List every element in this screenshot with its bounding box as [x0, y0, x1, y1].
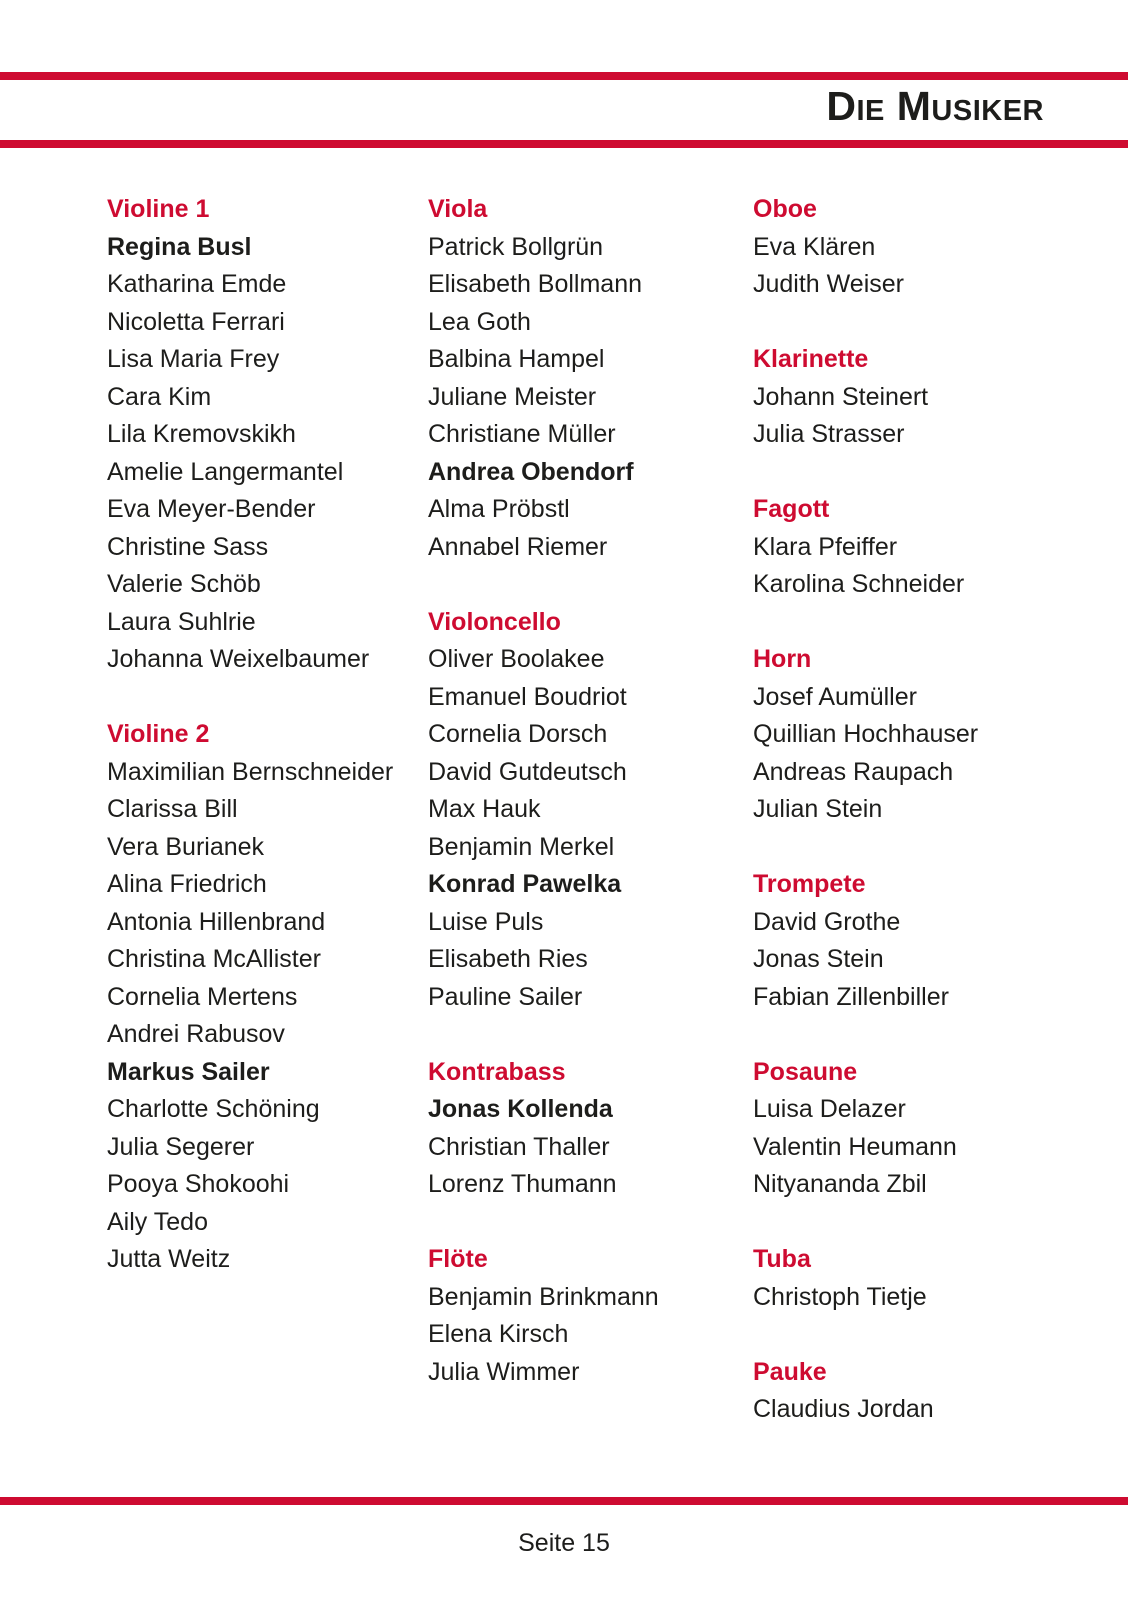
section-title-fagott: Fagott — [753, 495, 830, 523]
musician-name: Jonas Stein — [753, 945, 884, 973]
musician-name: Juliane Meister — [428, 382, 597, 411]
musician-name: Emanuel Boudriot — [428, 682, 627, 711]
musician-name: Maximilian Bernschneider — [107, 757, 394, 786]
musician-name: Luise Puls — [428, 907, 544, 936]
section-violine-2 — [107, 716, 428, 1279]
musician-name: Johanna Weixelbaumer — [107, 645, 370, 673]
musician-name: Christiane Müller — [428, 420, 616, 448]
musician-name: Pooya Shokoohi — [107, 1170, 290, 1198]
musician-name: Julia Wimmer — [428, 1357, 580, 1386]
musician-name: Valentin Heumann — [753, 1132, 957, 1161]
musician-name: Christine Sass — [107, 532, 269, 561]
musician-name: Elisabeth Ries — [428, 945, 588, 973]
musician-name: Elisabeth Bollmann — [428, 270, 643, 298]
musician-name: Jonas Kollenda — [428, 1095, 613, 1123]
musician-name: Markus Sailer — [107, 1057, 270, 1086]
musician-name: Julian Stein — [753, 795, 883, 823]
footer-rule — [0, 1497, 1128, 1505]
musician-name: Aily Tedo — [107, 1207, 208, 1236]
musician-name: Katharina Emde — [107, 270, 287, 298]
section-title-violine-2: Violine 2 — [107, 720, 210, 748]
musician-name: Pauline Sailer — [428, 982, 583, 1011]
musician-name: Amelie Langermantel — [107, 457, 344, 486]
header-rule-bottom — [0, 140, 1128, 148]
page-number: Seite 15 — [518, 1529, 610, 1557]
section-title-klarinette: Klarinette — [753, 345, 869, 373]
section-tuba — [753, 1241, 1053, 1316]
musician-name: Nicoletta Ferrari — [107, 307, 285, 336]
musician-name: Quillian Hochhauser — [753, 720, 979, 748]
musician-name: Antonia Hillenbrand — [107, 907, 326, 936]
musician-name: Benjamin Brinkmann — [428, 1282, 659, 1311]
musician-name: Karolina Schneider — [753, 570, 965, 598]
musician-name: Lea Goth — [428, 307, 531, 336]
section-title-kontrabass: Kontrabass — [428, 1057, 566, 1086]
musician-name: Judith Weiser — [753, 270, 904, 298]
musician-name: Fabian Zillenbiller — [753, 982, 949, 1011]
section-flöte — [428, 1241, 753, 1391]
musician-name: Andreas Raupach — [753, 757, 954, 786]
section-horn — [753, 641, 1053, 829]
section-title-violoncello: Violoncello — [428, 607, 561, 636]
section-title-horn: Horn — [753, 645, 812, 673]
musician-name: Jutta Weitz — [107, 1245, 231, 1273]
musician-name: Annabel Riemer — [428, 532, 608, 561]
musician-name: Regina Busl — [107, 232, 252, 261]
section-pauke — [753, 1354, 1053, 1429]
musician-name: Andrea Obendorf — [428, 457, 634, 486]
column-2 — [428, 191, 753, 1466]
section-title-viola: Viola — [428, 195, 488, 223]
musician-name: Oliver Boolakee — [428, 645, 605, 673]
musician-name: Cornelia Dorsch — [428, 720, 608, 748]
section-klarinette — [753, 341, 1053, 454]
musician-name: Eva Meyer-Bender — [107, 495, 316, 523]
section-posaune — [753, 1054, 1053, 1204]
musician-name: Benjamin Merkel — [428, 832, 615, 861]
musician-name: Klara Pfeiffer — [753, 532, 898, 561]
section-title-flöte: Flöte — [428, 1245, 488, 1273]
musician-name: Luisa Delazer — [753, 1095, 906, 1123]
section-kontrabass — [428, 1054, 753, 1204]
musician-name: Christian Thaller — [428, 1132, 610, 1161]
section-viola — [428, 191, 753, 566]
musician-name: Alma Pröbstl — [428, 495, 570, 523]
musician-name: Josef Aumüller — [753, 682, 917, 711]
section-oboe — [753, 191, 1053, 304]
musician-name: Lila Kremovskikh — [107, 420, 296, 448]
column-3 — [753, 191, 1053, 1466]
musician-name: David Grothe — [753, 907, 901, 936]
musician-name: Julia Strasser — [753, 420, 905, 448]
musician-name: Christoph Tietje — [753, 1282, 927, 1311]
musician-name: Elena Kirsch — [428, 1320, 569, 1348]
musician-name: Lorenz Thumann — [428, 1170, 617, 1198]
musician-name: Max Hauk — [428, 795, 541, 823]
section-title-posaune: Posaune — [753, 1057, 858, 1086]
column-1 — [107, 191, 428, 1466]
section-title-pauke: Pauke — [753, 1357, 827, 1386]
musician-name: Eva Klären — [753, 232, 876, 261]
musician-name: Alina Friedrich — [107, 870, 267, 898]
musician-name: Cara Kim — [107, 382, 212, 411]
musician-name: Nityananda Zbil — [753, 1170, 927, 1198]
section-title-oboe: Oboe — [753, 195, 817, 223]
section-title-violine-1: Violine 1 — [107, 195, 210, 223]
musician-name: Valerie Schöb — [107, 570, 261, 598]
musician-name: Vera Burianek — [107, 832, 265, 861]
musician-name: Laura Suhlrie — [107, 607, 256, 636]
musician-columns — [107, 191, 1053, 1466]
section-title-trompete: Trompete — [753, 870, 866, 898]
section-violine-1 — [107, 191, 428, 679]
musician-name: David Gutdeutsch — [428, 757, 627, 786]
musician-name: Patrick Bollgrün — [428, 232, 604, 261]
musician-name: Cornelia Mertens — [107, 982, 298, 1011]
musician-name: Clarissa Bill — [107, 795, 238, 823]
musician-name: Johann Steinert — [753, 382, 929, 411]
page-title: Die Musiker — [826, 83, 1044, 129]
musician-name: Andrei Rabusov — [107, 1020, 285, 1048]
musician-name: Julia Segerer — [107, 1132, 255, 1161]
musician-name: Charlotte Schöning — [107, 1095, 320, 1123]
musician-name: Konrad Pawelka — [428, 870, 622, 898]
musician-name: Balbina Hampel — [428, 345, 605, 373]
musician-name: Christina McAllister — [107, 945, 321, 973]
section-trompete — [753, 866, 1053, 1016]
section-fagott — [753, 491, 1053, 604]
musician-name: Lisa Maria Frey — [107, 345, 280, 373]
section-title-tuba: Tuba — [753, 1245, 811, 1273]
musician-name: Claudius Jordan — [753, 1395, 934, 1423]
header-rule-top — [0, 72, 1128, 80]
section-violoncello — [428, 604, 753, 1017]
